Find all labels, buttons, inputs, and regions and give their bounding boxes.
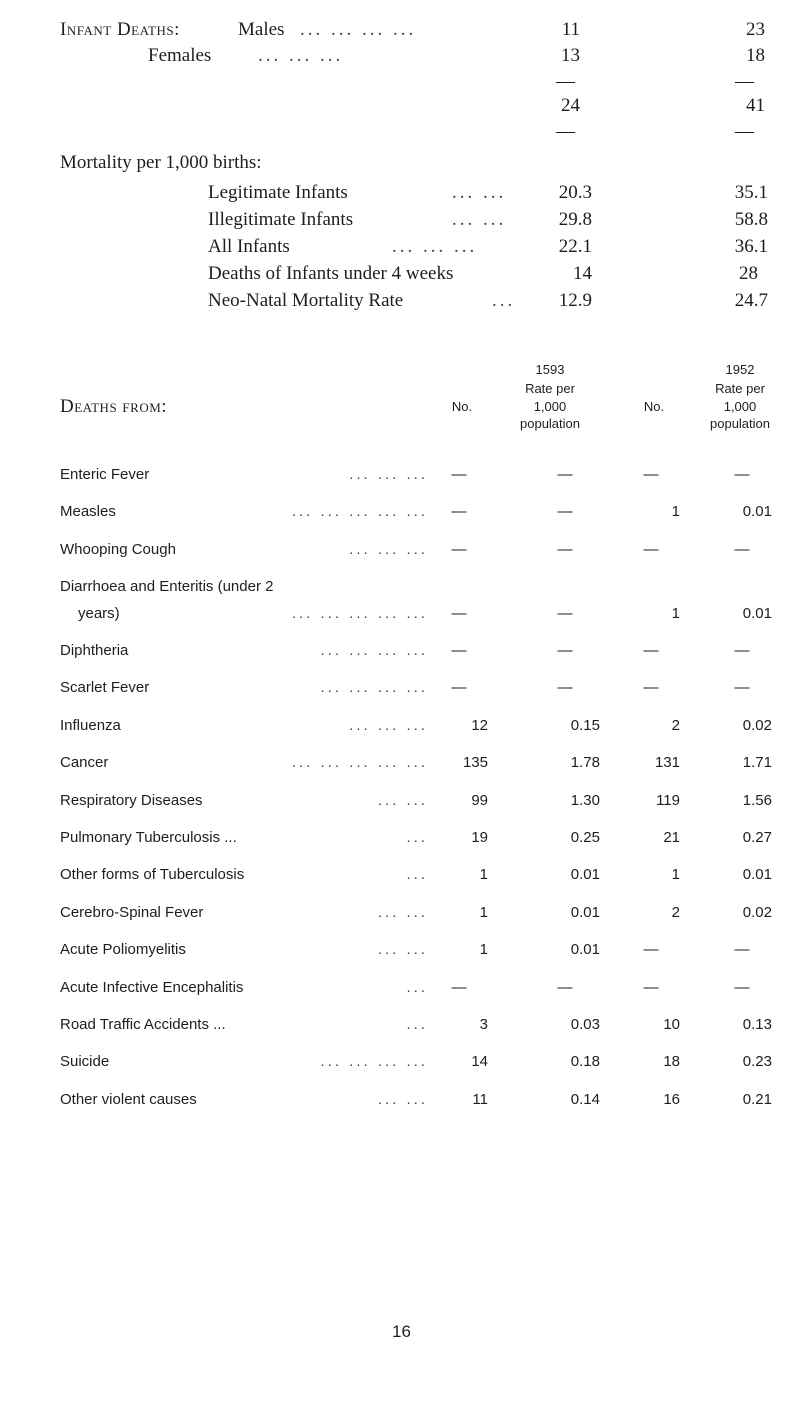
cell-r2: 0.02 <box>742 716 772 734</box>
cell-r2: 0.01 <box>742 866 772 884</box>
infant-deaths-total-divider-a: — <box>556 121 575 142</box>
cell-n2: 16 <box>663 1090 680 1108</box>
cell-n2: 1 <box>671 503 680 521</box>
mortality-row-leader: ... ... <box>452 209 507 230</box>
infant-deaths-females-a: 13 <box>561 45 580 66</box>
cell-r1: — <box>557 604 573 622</box>
cell-n2: 2 <box>671 903 680 921</box>
cell-r2: — <box>734 679 750 697</box>
cell-r2: — <box>734 466 750 483</box>
cause-label: Measles <box>60 503 116 521</box>
cell-n1: — <box>451 540 467 558</box>
deaths-from-label: Deaths from: <box>60 396 168 417</box>
cell-r1: 0.15 <box>570 716 600 734</box>
cell-n1: 3 <box>479 1015 488 1033</box>
cause-leader: ... ... ... ... <box>320 679 428 697</box>
mortality-row-b: 35.1 <box>734 182 768 203</box>
mortality-row-label: Illegitimate Infants <box>208 209 354 230</box>
header-rate-1-line2: 1,000 <box>533 399 567 414</box>
infant-deaths-divider-a: — <box>556 71 575 92</box>
cell-n2: — <box>643 466 659 483</box>
cause-leader: ... ... ... ... ... <box>291 754 428 772</box>
cell-n1: — <box>451 641 467 659</box>
cause-label: Respiratory Diseases <box>60 791 203 809</box>
cell-r1: — <box>557 540 573 558</box>
header-rate-1-line1: Rate per <box>525 381 575 396</box>
cell-r2: 0.13 <box>742 1015 772 1033</box>
cell-r1: 0.01 <box>570 866 600 884</box>
mortality-heading: Mortality per 1,000 births: <box>60 152 262 173</box>
cell-n1: 1 <box>479 866 488 884</box>
infant-deaths-divider-b: — <box>735 71 754 92</box>
cell-r1: — <box>557 503 573 521</box>
cell-r2: 0.21 <box>742 1090 772 1108</box>
cell-r2: — <box>734 641 750 659</box>
cell-n2: 18 <box>663 1053 680 1071</box>
cause-label: Road Traffic Accidents ... <box>60 1015 226 1033</box>
header-rate-1-line3: population <box>520 416 580 431</box>
cell-n1: — <box>451 978 467 996</box>
cell-r2: 1.56 <box>742 791 772 809</box>
mortality-row-leader: ... ... <box>452 182 507 203</box>
cell-r2: 0.02 <box>742 903 772 921</box>
cell-r1: 0.01 <box>570 941 600 959</box>
cause-label: Whooping Cough <box>60 540 176 558</box>
cause-label: Cancer <box>60 754 109 772</box>
cell-n1: 1 <box>479 941 488 959</box>
header-rate-2-line3: population <box>710 416 770 431</box>
cell-r1: 0.03 <box>570 1015 600 1033</box>
cell-r2: — <box>734 941 750 959</box>
header-year-2: 1952 <box>725 362 755 377</box>
cell-n2: 1 <box>671 604 680 622</box>
mortality-row-leader: ... ... ... <box>392 236 478 257</box>
cause-label: Pulmonary Tuberculosis ... <box>60 828 237 846</box>
mortality-row-leader: ... <box>492 290 516 311</box>
cause-leader: ... ... ... ... <box>320 1053 428 1071</box>
mortality-row-a: 12.9 <box>558 290 592 311</box>
cell-n2: 119 <box>656 791 680 809</box>
cause-label: Scarlet Fever <box>60 679 150 697</box>
cell-n1: 99 <box>471 791 488 809</box>
cell-n1: 12 <box>471 716 488 734</box>
infant-deaths-males-leader: ... ... ... ... <box>300 19 417 40</box>
cause-label: Other forms of Tuberculosis <box>60 866 245 884</box>
cause-leader: ... ... ... ... ... <box>291 604 428 622</box>
infant-deaths-males-b: 23 <box>746 19 765 40</box>
mortality-row-a: 20.3 <box>558 182 592 203</box>
mortality-row-label: Neo-Natal Mortality Rate <box>208 290 404 311</box>
cause-label: Enteric Fever <box>60 466 150 483</box>
header-rate-2-line1: Rate per <box>715 381 765 396</box>
cause-label: Influenza <box>60 716 121 734</box>
cause-leader: ... <box>406 1015 428 1033</box>
cell-n1: 11 <box>472 1090 488 1108</box>
cell-n2: — <box>643 679 659 697</box>
cell-n1: 135 <box>462 754 488 772</box>
cause-leader: ... ... ... <box>349 466 428 483</box>
cell-r1: — <box>557 679 573 697</box>
cell-r1: — <box>557 978 573 996</box>
cell-r1: 0.25 <box>570 828 600 846</box>
page-number: 16 <box>392 1322 411 1341</box>
cause-leader: ... ... <box>377 1090 428 1108</box>
cell-r2: 0.01 <box>742 503 772 521</box>
cell-n1: — <box>451 503 467 521</box>
cell-r2: 0.23 <box>742 1053 772 1071</box>
cell-n2: — <box>643 941 659 959</box>
infant-deaths-total-divider-b: — <box>735 121 754 142</box>
cell-n1: 1 <box>479 903 488 921</box>
cell-n2: — <box>643 978 659 996</box>
cell-n2: — <box>643 641 659 659</box>
mortality-row-b: 28 <box>739 263 758 284</box>
infant-deaths-label: Infant Deaths: <box>60 19 180 40</box>
cell-r1: 0.01 <box>570 903 600 921</box>
cell-n1: 19 <box>471 828 488 846</box>
mortality-row-b: 36.1 <box>734 236 768 257</box>
cause-label: Suicide <box>60 1053 110 1071</box>
cell-n2: — <box>643 540 659 558</box>
cell-r2: 0.01 <box>742 604 772 622</box>
cause-label: Acute Infective Encephalitis <box>60 978 244 996</box>
cell-r1: 0.14 <box>570 1090 600 1108</box>
infant-deaths-males-label: Males <box>238 19 285 40</box>
cause-label: Other violent causes <box>60 1090 197 1108</box>
infant-deaths-total-b: 41 <box>746 95 765 116</box>
cause-leader: ... ... <box>377 941 428 959</box>
cell-r1: 1.78 <box>570 754 600 772</box>
cause-leader: ... ... ... <box>349 716 428 734</box>
header-year-1: 1593 <box>535 362 565 377</box>
mortality-row-label: Legitimate Infants <box>208 182 348 203</box>
mortality-row-a: 22.1 <box>558 236 592 257</box>
cell-n1: — <box>451 679 467 697</box>
cell-n2: 10 <box>663 1015 680 1033</box>
cause-leader: ... ... ... <box>349 540 428 558</box>
cell-r1: — <box>557 466 573 483</box>
mortality-row-a: 29.8 <box>558 209 592 230</box>
cell-r2: — <box>734 540 750 558</box>
mortality-row-b: 58.8 <box>734 209 768 230</box>
mortality-row-label: All Infants <box>208 236 290 257</box>
cell-n1: — <box>451 466 467 483</box>
cell-r1: 0.18 <box>570 1053 600 1071</box>
infant-deaths-males-a: 11 <box>561 19 580 40</box>
cell-n2: 1 <box>671 866 680 884</box>
cause-leader: ... ... <box>377 791 428 809</box>
cell-n2: 21 <box>663 828 680 846</box>
cell-r2: 0.27 <box>742 828 772 846</box>
cause-label-continued: years) <box>78 604 120 622</box>
cell-r1: — <box>557 641 573 659</box>
header-no-2: No. <box>643 399 665 414</box>
infant-deaths-total-a: 24 <box>561 95 580 116</box>
cause-label: Diphtheria <box>60 641 129 659</box>
cell-n1: 14 <box>471 1053 488 1071</box>
header-rate-2-line2: 1,000 <box>723 399 757 414</box>
cell-n2: 2 <box>671 716 680 734</box>
infant-deaths-females-label: Females <box>148 45 212 66</box>
cause-leader: ... <box>406 978 428 996</box>
cell-r1: 1.30 <box>570 791 600 809</box>
cause-leader: ... <box>406 828 428 846</box>
cell-r2: 1.71 <box>742 754 772 772</box>
cause-label: Diarrhoea and Enteritis (under 2 <box>60 578 274 596</box>
cause-label: Cerebro-Spinal Fever <box>60 903 204 921</box>
cell-r2: — <box>734 978 750 996</box>
cell-n1: — <box>451 604 467 622</box>
header-no-1: No. <box>451 399 473 414</box>
cause-leader: ... ... ... ... <box>320 641 428 659</box>
cause-label: Acute Poliomyelitis <box>60 941 186 959</box>
mortality-row-b: 24.7 <box>734 290 768 311</box>
infant-deaths-females-b: 18 <box>746 45 765 66</box>
cause-leader: ... <box>406 866 428 884</box>
cause-leader: ... ... ... ... ... <box>291 503 428 521</box>
infant-deaths-heading <box>60 19 180 41</box>
cell-n2: 131 <box>654 754 680 772</box>
infant-deaths-females-leader: ... ... ... <box>258 45 344 66</box>
cause-leader: ... ... <box>377 903 428 921</box>
mortality-row-label: Deaths of Infants under 4 weeks <box>208 263 454 284</box>
mortality-row-a: 14 <box>573 263 592 284</box>
